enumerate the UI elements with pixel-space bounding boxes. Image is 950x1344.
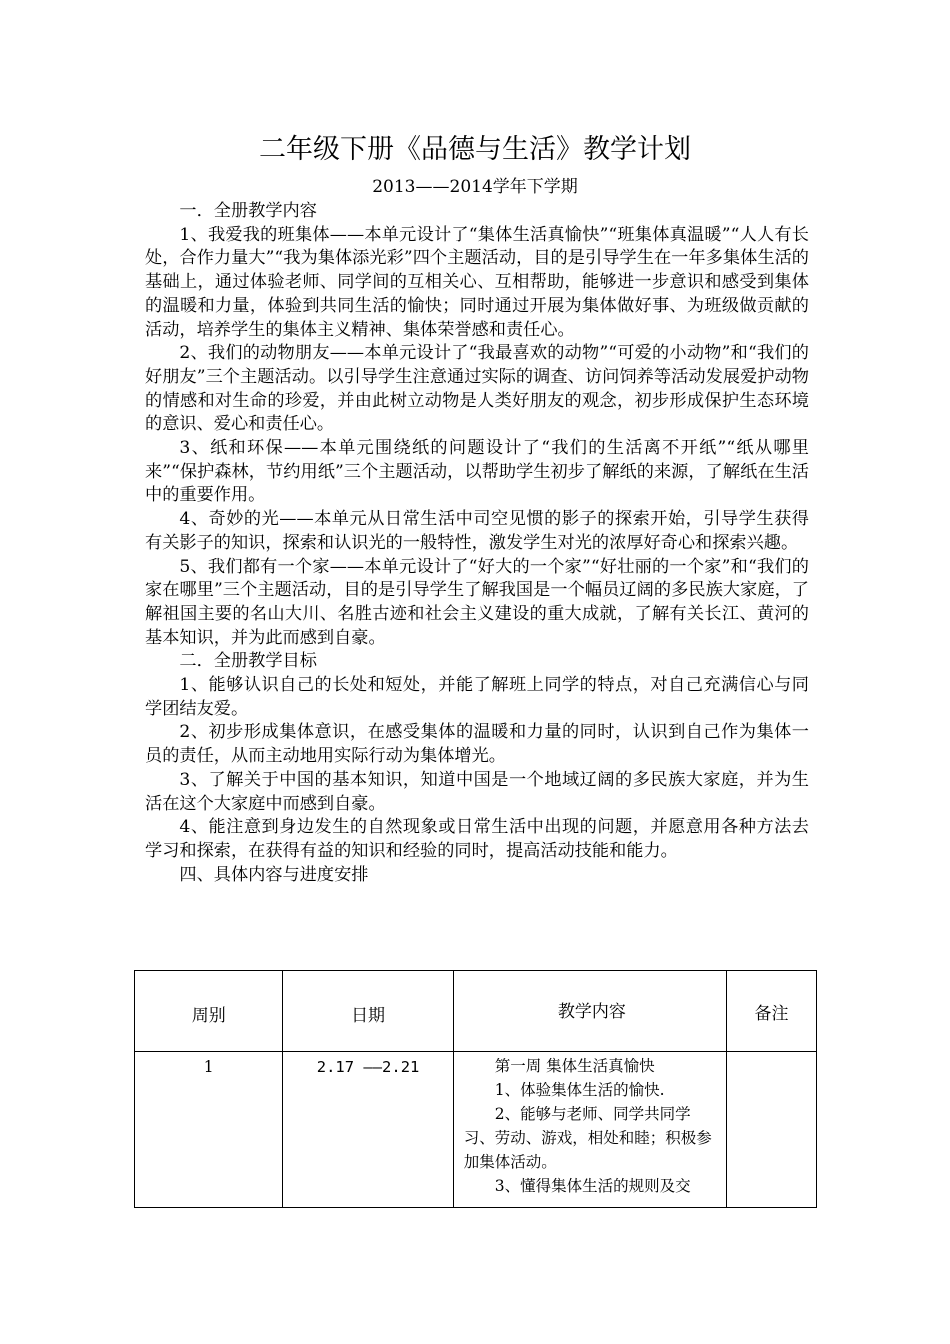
content-line: 1、体验集体生活的愉快. — [494, 1081, 665, 1099]
section-heading-content: 一．全册教学内容 — [179, 201, 317, 221]
content-item-5: 5、我们都有一个家——本单元设计了“好大的一个家”“好壮丽的一个家”和“我们的家在哪里”三个主题活动，目的是引导学生了解我国是一个幅员辽阔的多民族大家庭，了解祖国主要的名山大川、名胜古迹和社会主义建设的重大成就，了解有关长江、黄河的基本知识，并为此而感到自豪。 — [145, 556, 809, 648]
table-row — [135, 1052, 817, 1208]
content-line: 第一周 集体生活真愉快 — [494, 1057, 655, 1075]
goal-item-2: 2、初步形成集体意识，在感受集体的温暖和力量的同时，认识到自己作为集体一员的责任，从而主动地用实际行动为集体增光。 — [145, 722, 809, 767]
header-date: 日期 — [283, 971, 453, 1052]
goal-item-3: 3、了解关于中国的基本知识，知道中国是一个地域辽阔的多民族大家庭，并为生活在这个大家庭中而感到自豪。 — [145, 769, 809, 814]
document-title: 二年级下册《品德与生活》教学计划 — [259, 134, 691, 165]
header-content: 教学内容 — [453, 971, 726, 1052]
cell-week: 1 — [135, 1052, 283, 1208]
header-week: 周别 — [135, 971, 283, 1052]
goal-item-1: 1、能够认识自己的长处和短处，并能了解班上同学的特点，对自己充满信心与同学团结友爱。 — [145, 675, 809, 719]
content-line: 2、能够与老师、同学共同学习、劳动、游戏，相处和睦；积极参加集体活动。 — [463, 1105, 712, 1171]
content-item-3: 3、纸和环保——本单元围绕纸的问题设计了“我们的生活离不开纸”“纸从哪里来”“保护森林，节约用纸”三个主题活动，以帮助学生初步了解纸的来源，了解纸在生活中的重要作用。 — [145, 438, 809, 506]
content-item-1: 1、我爱我的班集体——本单元设计了“集体生活真愉快”“班集体真温暖”“人人有长处，合作力量大”“我为集体添光彩”四个主题活动，目的是引导学生在一年多集体生活的基础上，通过体验老师、同学间的互相关心、互相帮助，能够进一步意识和感受到集体的温暖和力量，体验到共同生活的愉快；同时通过开展为集体做好事、为班级做贡献的活动，培养学生的集体主义精神、集体荣誉感和责任心。 — [145, 224, 809, 340]
table-header-row — [135, 971, 817, 1052]
header-note: 备注 — [727, 971, 817, 1052]
section-heading-goals: 二．全册教学目标 — [179, 651, 317, 672]
schedule-table — [134, 970, 817, 1208]
content-item-4: 4、奇妙的光——本单元从日常生活中司空见惯的影子的探索开始，引导学生获得有关影子的知识，探索和认识光的一般特性，激发学生对光的浓厚好奇心和探索兴趣。 — [145, 509, 809, 553]
document-subtitle: 2013——2014学年下学期 — [372, 177, 578, 197]
cell-date: 2.17 ——2.21 — [283, 1052, 453, 1208]
content-line: 3、懂得集体生活的规则及交 — [494, 1177, 691, 1195]
goal-item-4: 4、能注意到身边发生的自然现象或日常生活中出现的问题，并愿意用各种方法去学习和探索，在获得有益的知识和经验的同时，提高活动技能和能力。 — [145, 817, 809, 861]
cell-content — [453, 1052, 726, 1208]
section-heading-schedule: 四、具体内容与进度安排 — [179, 864, 369, 885]
content-item-2: 2、我们的动物朋友——本单元设计了“我最喜欢的动物”“可爱的小动物”和“我们的好朋友”三个主题活动。以引导学生注意通过实际的调查、访问饲养等活动发展爱护动物的情感和对生命的珍爱，并由此树立动物是人类好朋友的观念，初步形成保护生态环境的意识、爱心和责任心。 — [145, 343, 809, 435]
document-body — [145, 200, 809, 887]
cell-note — [727, 1052, 817, 1208]
